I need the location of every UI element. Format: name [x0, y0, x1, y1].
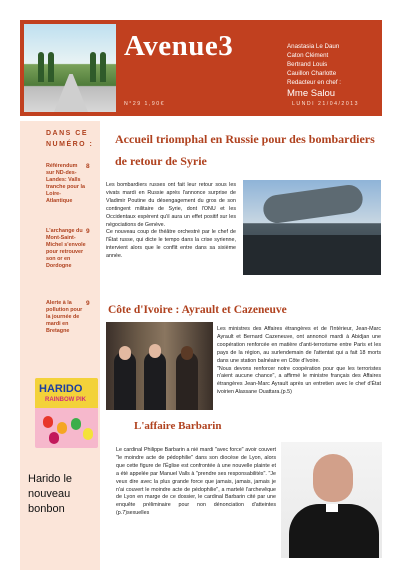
cardinal-photo	[281, 442, 382, 558]
gummy-bear-icon	[43, 416, 53, 428]
collar-shape	[326, 504, 338, 512]
tree-shape	[48, 52, 54, 82]
tree-shape	[90, 52, 96, 82]
staff-member: Caton Clément	[287, 52, 329, 59]
article-body	[217, 326, 381, 397]
newspaper-title: Avenue3	[124, 30, 234, 62]
article-body	[116, 447, 276, 518]
sidebar-item[interactable]: L'archange du Mont-Saint-Michel s'envole pour retrouver son or en Dordogne	[46, 228, 86, 269]
head-shape	[313, 454, 353, 502]
issue-number: N°29 1,90€	[124, 101, 166, 107]
road-shape	[54, 74, 88, 112]
staff-list	[287, 42, 383, 100]
sidebar-item-page: 8	[86, 163, 90, 170]
candy-brand: HARIDO	[39, 383, 83, 395]
person-shape	[114, 352, 136, 410]
editor-name: Mme Salou	[287, 88, 336, 99]
staff-member: Bertrand Louis	[287, 61, 328, 68]
issue-date: LUNDI 21/04/2013	[292, 101, 359, 107]
gummy-bear-icon	[49, 432, 59, 444]
person-shape	[176, 352, 198, 410]
tree-shape	[100, 52, 106, 82]
face-shape	[181, 346, 193, 360]
body-shape	[289, 504, 379, 558]
gummy-bear-icon	[83, 428, 93, 440]
article-paragraph: Les bombardiers russes ont fait leur retour sous les vivats mardi en Russie après l'annonce surprise de Vladimir Poutine du désengagement du gros de son contingent militaire de Syrie, dont l'ONU et les Occidentaux espèrent qu'il aura un effet positif sur les négociations de Genève.	[106, 182, 236, 228]
article-paragraph: "Nous devons renforcer notre coopération pour que les terroristes n'aient aucune chance", a affirmé le ministre français des Affaires étrangères Jean-Marc Ayrault après un entretien avec le chef d'État ivoirien Alassane Ouattara.(p.5)	[217, 365, 381, 396]
promo-text: Harido le nouveau bonbon	[28, 473, 73, 515]
staff-member: Anastasia Le Daun	[287, 43, 340, 50]
face-shape	[119, 346, 131, 360]
person-shape	[144, 352, 166, 410]
sidebar-item-page: 9	[86, 228, 90, 235]
sidebar-item-page: 9	[86, 300, 90, 307]
tree-shape	[38, 52, 44, 82]
article-headline[interactable]: L'affaire Barbarin	[134, 420, 222, 432]
article-headline[interactable]: Accueil triomphal en Russie pour des bombardiers de retour de Syrie	[115, 132, 375, 168]
article-paragraph: Les ministres des Affaires étrangères et de l'Intérieur, Jean-Marc Ayrault et Bernard Cazeneuve, ont annoncé mardi à Abidjan une coopération renforcée en matière d'anti-terrorisme entre Paris et les pays de la région, au surlendemain de l'attentat qui a fait 18 morts dans une station balnéaire en Côte d'Ivoire.	[217, 326, 381, 364]
crowd-shape	[243, 235, 381, 275]
article-headline[interactable]: Côte d'Ivoire : Ayrault et Cazeneuve	[108, 304, 287, 316]
candy-package-image	[35, 378, 98, 448]
ministers-photo	[106, 322, 213, 410]
jet-shape	[262, 183, 365, 225]
gummy-bear-icon	[71, 418, 81, 430]
bombers-photo	[243, 180, 381, 275]
staff-member: Cauillon Charlotte	[287, 70, 337, 77]
article-body	[106, 182, 236, 261]
sidebar-item[interactable]: Référendum sur ND-des-Landes: Valls tranche pour la Loire-Atlantique	[46, 163, 85, 204]
staff-member: Redacteur en chef :	[287, 79, 342, 86]
face-shape	[149, 344, 161, 358]
article-paragraph: Ce nouveau coup de théâtre orchestré par le chef de l'État russe, qui dicte le tempo dans la crise syrienne, intervient alors que le conflit entre dans sa sixième année.	[106, 229, 236, 260]
gummy-bear-icon	[57, 422, 67, 434]
header-avenue-photo	[24, 24, 116, 112]
candy-subtitle: RAINBOW PIK	[45, 397, 86, 403]
article-paragraph: Le cardinal Philippe Barbarin a nié mardi "avec force" avoir couvert "le moindre acte de pédophilie" dans son diocèse de Lyon, alors que cette figure de l'Église est confrontée à une nouvelle plainte et a été appelée par Manuel Valls à "prendre ses responsabilités". "Je veux dire avec la plus grande force que jamais, jamais, jamais je n'ai couvert le moindre acte de pédophilie", a martelé l'archevêque de Lyon en marge de ce dossier, le cardinal Barbarin cité par une enquête préliminaire pour non dénonciation d'atteintes (p.7)sexuelles	[116, 447, 276, 517]
sidebar-title: DANS CE NUMÉRO :	[46, 130, 94, 148]
sidebar-item[interactable]: Alerte à la pollution pour la journée de mardi en Bretagne	[46, 300, 83, 334]
